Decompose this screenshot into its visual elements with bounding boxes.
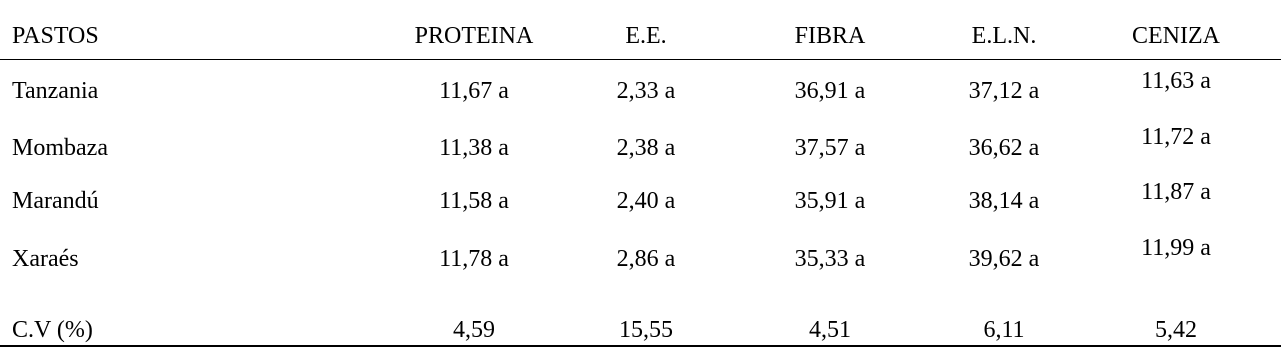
row-4-fibra: 35,33 a (794, 246, 866, 272)
row-2-ee: 2,38 a (616, 135, 676, 161)
header-ceniza: CENIZA (1132, 23, 1220, 49)
row-2-fibra: 37,57 a (794, 135, 866, 161)
row-2-pasto: Mombaza (12, 135, 108, 161)
row-2-proteina: 11,38 a (439, 135, 509, 161)
row-1-ceniza: 11,63 a (1141, 68, 1211, 94)
row-1-fibra: 36,91 a (794, 78, 866, 104)
header-proteina: PROTEINA (414, 23, 534, 49)
cv-fibra: 4,51 (809, 317, 851, 343)
cv-label: C.V (%) (12, 317, 93, 343)
row-4-ceniza: 11,99 a (1141, 235, 1211, 261)
row-3-eln: 38,14 a (968, 188, 1040, 214)
row-1-eln: 37,12 a (968, 78, 1040, 104)
row-4-proteina: 11,78 a (439, 246, 509, 272)
row-3-ceniza: 11,87 a (1141, 179, 1211, 205)
header-fibra: FIBRA (794, 23, 866, 49)
row-4-pasto: Xaraés (12, 246, 79, 272)
row-3-pasto: Marandú (12, 188, 99, 214)
cv-ee: 15,55 (619, 317, 673, 343)
header-eln: E.L.N. (971, 23, 1037, 49)
row-1-ee: 2,33 a (616, 78, 676, 104)
cv-proteina: 4,59 (453, 317, 495, 343)
header-rule (0, 59, 1281, 60)
row-4-ee: 2,86 a (616, 246, 676, 272)
row-3-fibra: 35,91 a (794, 188, 866, 214)
header-ee: E.E. (625, 23, 667, 49)
row-1-proteina: 11,67 a (439, 78, 509, 104)
row-4-eln: 39,62 a (968, 246, 1040, 272)
row-2-eln: 36,62 a (968, 135, 1040, 161)
cv-ceniza: 5,42 (1155, 317, 1197, 343)
row-3-ee: 2,40 a (616, 188, 676, 214)
row-2-ceniza: 11,72 a (1141, 124, 1211, 150)
cv-eln: 6,11 (983, 317, 1025, 343)
row-1-pasto: Tanzania (12, 78, 99, 104)
header-pastos: PASTOS (12, 23, 99, 49)
row-3-proteina: 11,58 a (439, 188, 509, 214)
bottom-rule (0, 345, 1281, 347)
